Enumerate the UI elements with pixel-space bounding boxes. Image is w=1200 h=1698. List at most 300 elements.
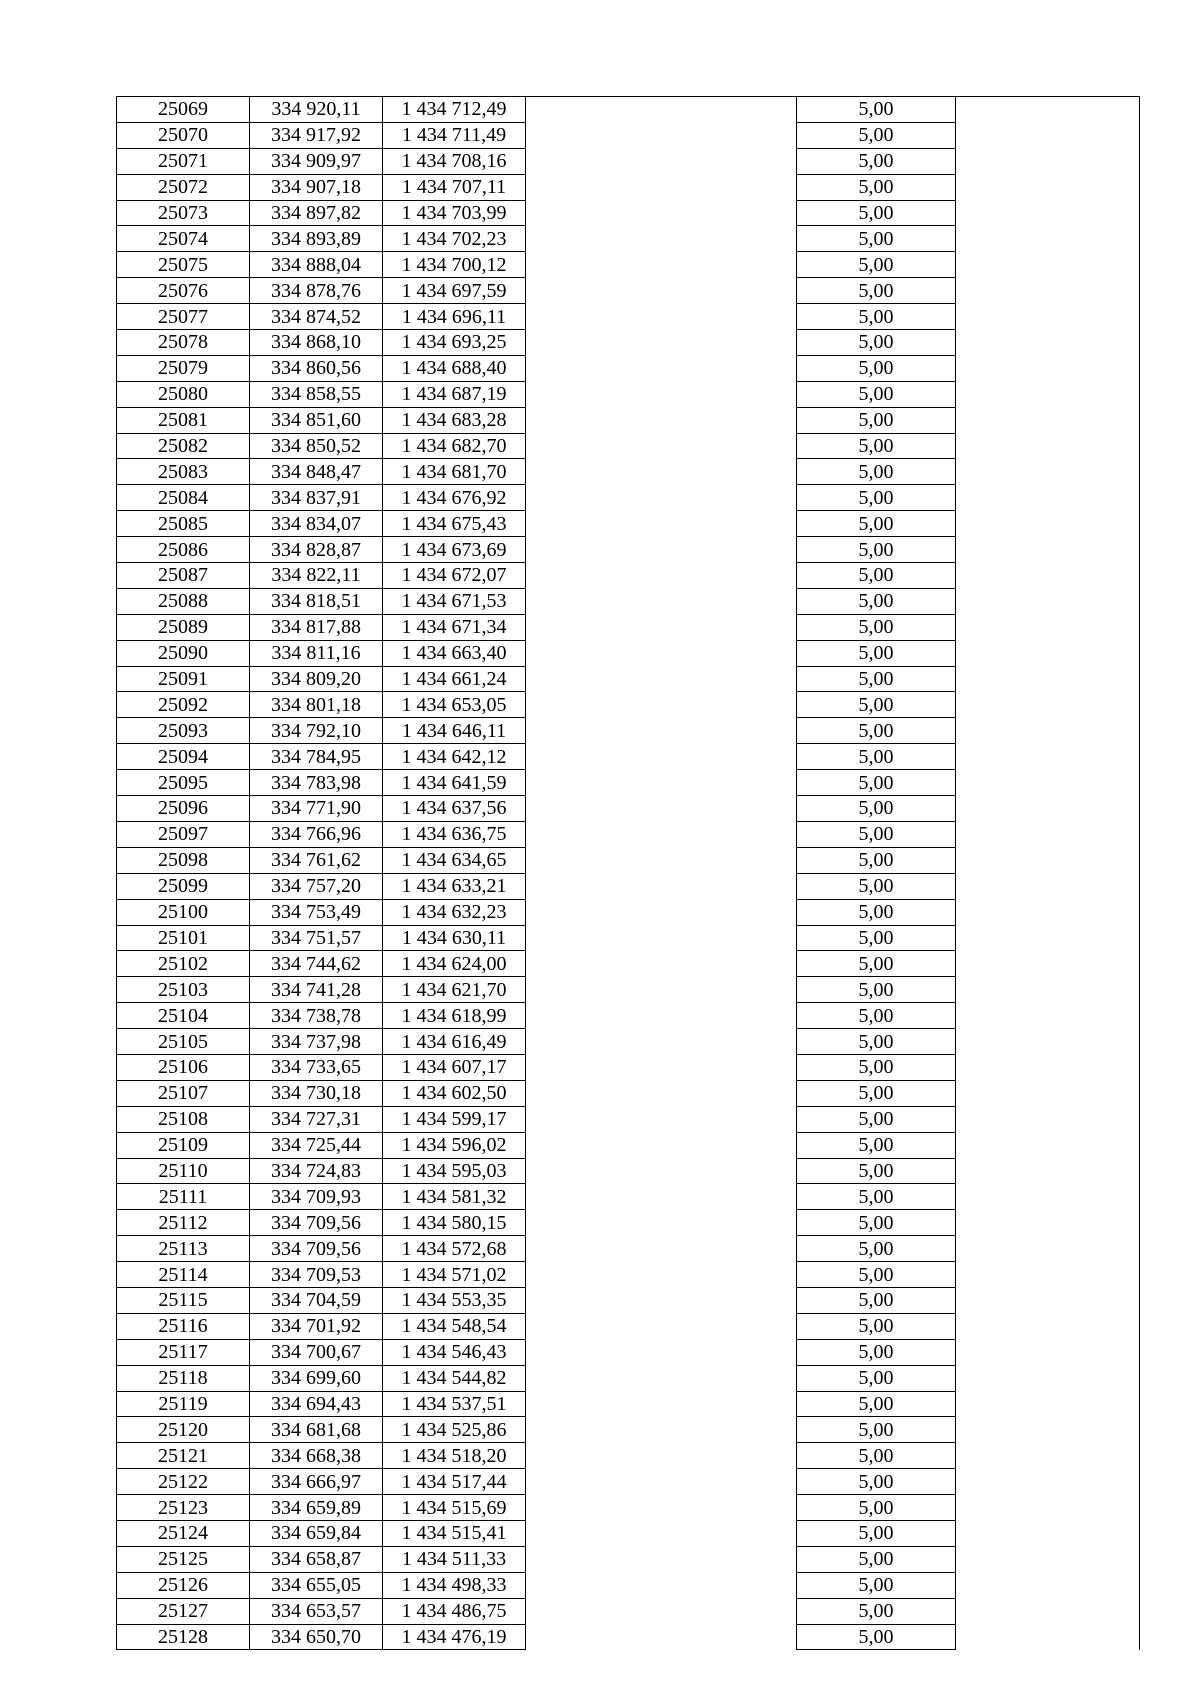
empty-cell (956, 977, 1140, 1003)
value-cell: 5,00 (797, 744, 956, 770)
value-cell: 5,00 (797, 459, 956, 485)
x-coordinate-cell: 334 744,62 (250, 951, 383, 977)
value-cell: 5,00 (797, 330, 956, 356)
empty-cell (526, 148, 797, 174)
empty-cell (956, 433, 1140, 459)
y-coordinate-cell: 1 434 663,40 (383, 640, 526, 666)
empty-cell (526, 433, 797, 459)
empty-cell (526, 1132, 797, 1158)
point-number-cell: 25127 (117, 1598, 250, 1624)
x-coordinate-cell: 334 730,18 (250, 1080, 383, 1106)
table-row (117, 174, 1140, 200)
empty-cell (956, 873, 1140, 899)
empty-cell (956, 1495, 1140, 1521)
point-number-cell: 25118 (117, 1365, 250, 1391)
empty-cell (956, 1054, 1140, 1080)
x-coordinate-cell: 334 761,62 (250, 847, 383, 873)
empty-cell (956, 847, 1140, 873)
table-row (117, 1158, 1140, 1184)
empty-cell (526, 1417, 797, 1443)
y-coordinate-cell: 1 434 596,02 (383, 1132, 526, 1158)
value-cell: 5,00 (797, 1106, 956, 1132)
x-coordinate-cell: 334 653,57 (250, 1598, 383, 1624)
coordinates-table-body (117, 97, 1140, 1650)
table-row (117, 1546, 1140, 1572)
point-number-cell: 25069 (117, 97, 250, 123)
y-coordinate-cell: 1 434 515,69 (383, 1495, 526, 1521)
empty-cell (526, 1029, 797, 1055)
point-number-cell: 25125 (117, 1546, 250, 1572)
empty-cell (526, 666, 797, 692)
point-number-cell: 25072 (117, 174, 250, 200)
value-cell: 5,00 (797, 1443, 956, 1469)
value-cell: 5,00 (797, 1495, 956, 1521)
point-number-cell: 25088 (117, 588, 250, 614)
empty-cell (956, 666, 1140, 692)
x-coordinate-cell: 334 655,05 (250, 1572, 383, 1598)
empty-cell (526, 1003, 797, 1029)
empty-cell (526, 1365, 797, 1391)
y-coordinate-cell: 1 434 544,82 (383, 1365, 526, 1391)
y-coordinate-cell: 1 434 581,32 (383, 1184, 526, 1210)
y-coordinate-cell: 1 434 671,34 (383, 614, 526, 640)
x-coordinate-cell: 334 757,20 (250, 873, 383, 899)
x-coordinate-cell: 334 709,56 (250, 1210, 383, 1236)
value-cell: 5,00 (797, 1417, 956, 1443)
empty-cell (526, 1210, 797, 1236)
value-cell: 5,00 (797, 563, 956, 589)
table-row (117, 1469, 1140, 1495)
y-coordinate-cell: 1 434 498,33 (383, 1572, 526, 1598)
x-coordinate-cell: 334 727,31 (250, 1106, 383, 1132)
table-row (117, 1572, 1140, 1598)
point-number-cell: 25122 (117, 1469, 250, 1495)
empty-cell (526, 1236, 797, 1262)
x-coordinate-cell: 334 700,67 (250, 1339, 383, 1365)
value-cell: 5,00 (797, 951, 956, 977)
empty-cell (956, 148, 1140, 174)
y-coordinate-cell: 1 434 681,70 (383, 459, 526, 485)
point-number-cell: 25091 (117, 666, 250, 692)
x-coordinate-cell: 334 694,43 (250, 1391, 383, 1417)
point-number-cell: 25106 (117, 1054, 250, 1080)
empty-cell (956, 304, 1140, 330)
empty-cell (956, 1003, 1140, 1029)
empty-cell (526, 381, 797, 407)
x-coordinate-cell: 334 897,82 (250, 200, 383, 226)
value-cell: 5,00 (797, 640, 956, 666)
point-number-cell: 25070 (117, 122, 250, 148)
value-cell: 5,00 (797, 304, 956, 330)
y-coordinate-cell: 1 434 671,53 (383, 588, 526, 614)
x-coordinate-cell: 334 659,84 (250, 1520, 383, 1546)
point-number-cell: 25099 (117, 873, 250, 899)
table-row (117, 1210, 1140, 1236)
x-coordinate-cell: 334 658,87 (250, 1546, 383, 1572)
x-coordinate-cell: 334 858,55 (250, 381, 383, 407)
empty-cell (526, 330, 797, 356)
empty-cell (956, 1391, 1140, 1417)
empty-cell (526, 977, 797, 1003)
value-cell: 5,00 (797, 796, 956, 822)
point-number-cell: 25120 (117, 1417, 250, 1443)
value-cell: 5,00 (797, 1003, 956, 1029)
x-coordinate-cell: 334 801,18 (250, 692, 383, 718)
empty-cell (956, 1132, 1140, 1158)
table-row (117, 1106, 1140, 1132)
empty-cell (956, 355, 1140, 381)
empty-cell (526, 1080, 797, 1106)
table-row (117, 1184, 1140, 1210)
empty-cell (526, 485, 797, 511)
empty-cell (956, 1029, 1140, 1055)
x-coordinate-cell: 334 650,70 (250, 1624, 383, 1650)
value-cell: 5,00 (797, 1029, 956, 1055)
empty-cell (526, 1495, 797, 1521)
point-number-cell: 25085 (117, 511, 250, 537)
empty-cell (526, 407, 797, 433)
table-row (117, 304, 1140, 330)
table-row (117, 355, 1140, 381)
point-number-cell: 25119 (117, 1391, 250, 1417)
value-cell: 5,00 (797, 899, 956, 925)
x-coordinate-cell: 334 920,11 (250, 97, 383, 123)
empty-cell (956, 1262, 1140, 1288)
empty-cell (526, 537, 797, 563)
x-coordinate-cell: 334 792,10 (250, 718, 383, 744)
value-cell: 5,00 (797, 1287, 956, 1313)
y-coordinate-cell: 1 434 618,99 (383, 1003, 526, 1029)
empty-cell (526, 252, 797, 278)
empty-cell (526, 1158, 797, 1184)
x-coordinate-cell: 334 837,91 (250, 485, 383, 511)
x-coordinate-cell: 334 909,97 (250, 148, 383, 174)
empty-cell (956, 459, 1140, 485)
empty-cell (526, 951, 797, 977)
y-coordinate-cell: 1 434 511,33 (383, 1546, 526, 1572)
value-cell: 5,00 (797, 1184, 956, 1210)
point-number-cell: 25123 (117, 1495, 250, 1521)
point-number-cell: 25084 (117, 485, 250, 511)
point-number-cell: 25089 (117, 614, 250, 640)
point-number-cell: 25083 (117, 459, 250, 485)
table-row (117, 1624, 1140, 1650)
empty-cell (956, 200, 1140, 226)
value-cell: 5,00 (797, 770, 956, 796)
table-row (117, 1132, 1140, 1158)
coordinates-table (116, 96, 1140, 1650)
y-coordinate-cell: 1 434 687,19 (383, 381, 526, 407)
table-row (117, 718, 1140, 744)
empty-cell (956, 1339, 1140, 1365)
table-row (117, 97, 1140, 123)
y-coordinate-cell: 1 434 646,11 (383, 718, 526, 744)
value-cell: 5,00 (797, 278, 956, 304)
empty-cell (526, 1184, 797, 1210)
x-coordinate-cell: 334 709,53 (250, 1262, 383, 1288)
value-cell: 5,00 (797, 1546, 956, 1572)
table-row (117, 1236, 1140, 1262)
table-row (117, 433, 1140, 459)
empty-cell (956, 640, 1140, 666)
y-coordinate-cell: 1 434 607,17 (383, 1054, 526, 1080)
y-coordinate-cell: 1 434 702,23 (383, 226, 526, 252)
empty-cell (956, 796, 1140, 822)
x-coordinate-cell: 334 860,56 (250, 355, 383, 381)
empty-cell (526, 278, 797, 304)
table-row (117, 692, 1140, 718)
point-number-cell: 25116 (117, 1313, 250, 1339)
empty-cell (956, 718, 1140, 744)
empty-cell (956, 899, 1140, 925)
point-number-cell: 25098 (117, 847, 250, 873)
empty-cell (526, 459, 797, 485)
empty-cell (526, 1624, 797, 1650)
table-row (117, 977, 1140, 1003)
empty-cell (526, 1339, 797, 1365)
empty-cell (956, 330, 1140, 356)
point-number-cell: 25107 (117, 1080, 250, 1106)
empty-cell (956, 1624, 1140, 1650)
point-number-cell: 25079 (117, 355, 250, 381)
value-cell: 5,00 (797, 252, 956, 278)
table-row (117, 459, 1140, 485)
empty-cell (956, 1158, 1140, 1184)
point-number-cell: 25104 (117, 1003, 250, 1029)
table-row (117, 1598, 1140, 1624)
y-coordinate-cell: 1 434 572,68 (383, 1236, 526, 1262)
value-cell: 5,00 (797, 1080, 956, 1106)
empty-cell (526, 1313, 797, 1339)
value-cell: 5,00 (797, 1391, 956, 1417)
empty-cell (526, 511, 797, 537)
x-coordinate-cell: 334 751,57 (250, 925, 383, 951)
y-coordinate-cell: 1 434 602,50 (383, 1080, 526, 1106)
empty-cell (956, 1184, 1140, 1210)
empty-cell (526, 899, 797, 925)
x-coordinate-cell: 334 724,83 (250, 1158, 383, 1184)
empty-cell (956, 770, 1140, 796)
empty-cell (956, 744, 1140, 770)
value-cell: 5,00 (797, 1572, 956, 1598)
point-number-cell: 25077 (117, 304, 250, 330)
value-cell: 5,00 (797, 1132, 956, 1158)
x-coordinate-cell: 334 888,04 (250, 252, 383, 278)
y-coordinate-cell: 1 434 683,28 (383, 407, 526, 433)
value-cell: 5,00 (797, 407, 956, 433)
empty-cell (526, 1469, 797, 1495)
value-cell: 5,00 (797, 485, 956, 511)
table-row (117, 744, 1140, 770)
table-row (117, 925, 1140, 951)
point-number-cell: 25078 (117, 330, 250, 356)
y-coordinate-cell: 1 434 641,59 (383, 770, 526, 796)
point-number-cell: 25128 (117, 1624, 250, 1650)
point-number-cell: 25100 (117, 899, 250, 925)
table-row (117, 1313, 1140, 1339)
value-cell: 5,00 (797, 200, 956, 226)
empty-cell (526, 1262, 797, 1288)
table-row (117, 148, 1140, 174)
table-row (117, 1417, 1140, 1443)
y-coordinate-cell: 1 434 688,40 (383, 355, 526, 381)
value-cell: 5,00 (797, 1598, 956, 1624)
empty-cell (526, 1520, 797, 1546)
x-coordinate-cell: 334 737,98 (250, 1029, 383, 1055)
y-coordinate-cell: 1 434 525,86 (383, 1417, 526, 1443)
value-cell: 5,00 (797, 1262, 956, 1288)
table-row (117, 381, 1140, 407)
empty-cell (956, 1417, 1140, 1443)
y-coordinate-cell: 1 434 700,12 (383, 252, 526, 278)
x-coordinate-cell: 334 699,60 (250, 1365, 383, 1391)
point-number-cell: 25074 (117, 226, 250, 252)
table-row (117, 1262, 1140, 1288)
value-cell: 5,00 (797, 1054, 956, 1080)
empty-cell (526, 1598, 797, 1624)
value-cell: 5,00 (797, 355, 956, 381)
y-coordinate-cell: 1 434 697,59 (383, 278, 526, 304)
y-coordinate-cell: 1 434 672,07 (383, 563, 526, 589)
table-row (117, 1054, 1140, 1080)
y-coordinate-cell: 1 434 616,49 (383, 1029, 526, 1055)
y-coordinate-cell: 1 434 673,69 (383, 537, 526, 563)
table-row (117, 588, 1140, 614)
value-cell: 5,00 (797, 381, 956, 407)
empty-cell (526, 1572, 797, 1598)
table-row (117, 1339, 1140, 1365)
empty-cell (526, 770, 797, 796)
point-number-cell: 25080 (117, 381, 250, 407)
empty-cell (956, 407, 1140, 433)
value-cell: 5,00 (797, 122, 956, 148)
empty-cell (956, 563, 1140, 589)
x-coordinate-cell: 334 828,87 (250, 537, 383, 563)
empty-cell (956, 1236, 1140, 1262)
point-number-cell: 25076 (117, 278, 250, 304)
x-coordinate-cell: 334 704,59 (250, 1287, 383, 1313)
empty-cell (956, 1080, 1140, 1106)
y-coordinate-cell: 1 434 633,21 (383, 873, 526, 899)
empty-cell (956, 1469, 1140, 1495)
table-row (117, 563, 1140, 589)
y-coordinate-cell: 1 434 580,15 (383, 1210, 526, 1236)
point-number-cell: 25095 (117, 770, 250, 796)
table-row (117, 1003, 1140, 1029)
table-row (117, 873, 1140, 899)
value-cell: 5,00 (797, 692, 956, 718)
x-coordinate-cell: 334 725,44 (250, 1132, 383, 1158)
table-row (117, 537, 1140, 563)
x-coordinate-cell: 334 668,38 (250, 1443, 383, 1469)
y-coordinate-cell: 1 434 548,54 (383, 1313, 526, 1339)
empty-cell (526, 304, 797, 330)
table-row (117, 796, 1140, 822)
y-coordinate-cell: 1 434 675,43 (383, 511, 526, 537)
point-number-cell: 25126 (117, 1572, 250, 1598)
empty-cell (956, 226, 1140, 252)
value-cell: 5,00 (797, 433, 956, 459)
empty-cell (956, 1572, 1140, 1598)
table-row (117, 640, 1140, 666)
empty-cell (526, 1391, 797, 1417)
empty-cell (956, 381, 1140, 407)
value-cell: 5,00 (797, 977, 956, 1003)
table-row (117, 1391, 1140, 1417)
point-number-cell: 25113 (117, 1236, 250, 1262)
x-coordinate-cell: 334 874,52 (250, 304, 383, 330)
table-row (117, 821, 1140, 847)
value-cell: 5,00 (797, 174, 956, 200)
empty-cell (956, 1598, 1140, 1624)
empty-cell (526, 122, 797, 148)
x-coordinate-cell: 334 709,93 (250, 1184, 383, 1210)
value-cell: 5,00 (797, 873, 956, 899)
point-number-cell: 25092 (117, 692, 250, 718)
x-coordinate-cell: 334 822,11 (250, 563, 383, 589)
empty-cell (526, 1443, 797, 1469)
point-number-cell: 25117 (117, 1339, 250, 1365)
empty-cell (526, 97, 797, 123)
y-coordinate-cell: 1 434 712,49 (383, 97, 526, 123)
value-cell: 5,00 (797, 925, 956, 951)
table-row (117, 252, 1140, 278)
empty-cell (956, 174, 1140, 200)
x-coordinate-cell: 334 784,95 (250, 744, 383, 770)
empty-cell (526, 226, 797, 252)
empty-cell (956, 588, 1140, 614)
table-row (117, 485, 1140, 511)
x-coordinate-cell: 334 783,98 (250, 770, 383, 796)
x-coordinate-cell: 334 659,89 (250, 1495, 383, 1521)
value-cell: 5,00 (797, 537, 956, 563)
value-cell: 5,00 (797, 511, 956, 537)
point-number-cell: 25103 (117, 977, 250, 1003)
point-number-cell: 25090 (117, 640, 250, 666)
table-row (117, 951, 1140, 977)
x-coordinate-cell: 334 709,56 (250, 1236, 383, 1262)
empty-cell (956, 537, 1140, 563)
table-row (117, 122, 1140, 148)
empty-cell (526, 821, 797, 847)
empty-cell (526, 1106, 797, 1132)
y-coordinate-cell: 1 434 642,12 (383, 744, 526, 770)
table-row (117, 666, 1140, 692)
x-coordinate-cell: 334 893,89 (250, 226, 383, 252)
empty-cell (526, 588, 797, 614)
x-coordinate-cell: 334 666,97 (250, 1469, 383, 1495)
empty-cell (956, 97, 1140, 123)
x-coordinate-cell: 334 741,28 (250, 977, 383, 1003)
empty-cell (526, 925, 797, 951)
table-row (117, 226, 1140, 252)
empty-cell (526, 796, 797, 822)
point-number-cell: 25082 (117, 433, 250, 459)
empty-cell (526, 744, 797, 770)
empty-cell (956, 951, 1140, 977)
value-cell: 5,00 (797, 1624, 956, 1650)
table-row (117, 614, 1140, 640)
x-coordinate-cell: 334 753,49 (250, 899, 383, 925)
table-row (117, 407, 1140, 433)
empty-cell (956, 692, 1140, 718)
point-number-cell: 25101 (117, 925, 250, 951)
y-coordinate-cell: 1 434 515,41 (383, 1520, 526, 1546)
table-row (117, 330, 1140, 356)
x-coordinate-cell: 334 766,96 (250, 821, 383, 847)
x-coordinate-cell: 334 868,10 (250, 330, 383, 356)
value-cell: 5,00 (797, 97, 956, 123)
